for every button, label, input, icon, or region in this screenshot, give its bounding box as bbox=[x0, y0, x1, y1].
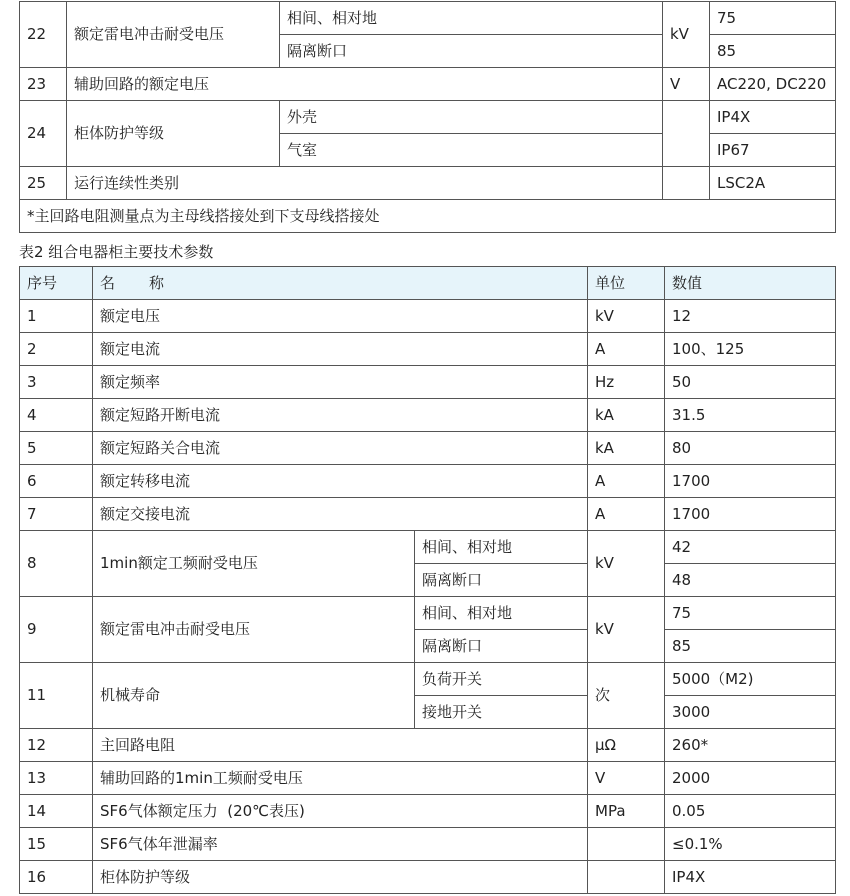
header-unit: 单位 bbox=[588, 267, 665, 300]
unit-cell: A bbox=[588, 333, 665, 366]
unit-cell: V bbox=[663, 68, 710, 101]
row-number: 16 bbox=[20, 861, 93, 894]
param-name: 额定频率 bbox=[93, 366, 588, 399]
unit-cell: kA bbox=[588, 432, 665, 465]
unit-cell: 次 bbox=[588, 663, 665, 729]
param-name: 1min额定工频耐受电压 bbox=[93, 531, 415, 597]
value-cell: 100、125 bbox=[665, 333, 836, 366]
row-number: 22 bbox=[20, 2, 67, 68]
row-number: 24 bbox=[20, 101, 67, 167]
param-name: 柜体防护等级 bbox=[93, 861, 588, 894]
value-cell: 3000 bbox=[665, 696, 836, 729]
unit-cell: A bbox=[588, 498, 665, 531]
unit-cell: A bbox=[588, 465, 665, 498]
table-row bbox=[20, 432, 836, 465]
value-cell: 31.5 bbox=[665, 399, 836, 432]
technical-params-table bbox=[19, 266, 836, 894]
value-cell: 75 bbox=[665, 597, 836, 630]
param-name: 主回路电阻 bbox=[93, 729, 588, 762]
unit-cell: kV bbox=[588, 531, 665, 597]
param-name: 额定转移电流 bbox=[93, 465, 588, 498]
value-cell: 85 bbox=[665, 630, 836, 663]
unit-cell: μΩ bbox=[588, 729, 665, 762]
unit-cell: Hz bbox=[588, 366, 665, 399]
sub-param: 负荷开关 bbox=[415, 663, 588, 696]
table-row bbox=[20, 498, 836, 531]
table-header-row bbox=[20, 267, 836, 300]
header-name bbox=[93, 267, 588, 300]
sub-param: 相间、相对地 bbox=[280, 2, 663, 35]
value-cell: 5000（M2) bbox=[665, 663, 836, 696]
unit-cell: MPa bbox=[588, 795, 665, 828]
value-cell: 42 bbox=[665, 531, 836, 564]
row-number: 14 bbox=[20, 795, 93, 828]
row-number: 13 bbox=[20, 762, 93, 795]
param-name: 辅助回路的额定电压 bbox=[67, 68, 663, 101]
row-number: 15 bbox=[20, 828, 93, 861]
table-row bbox=[20, 333, 836, 366]
value-cell: ≤0.1% bbox=[665, 828, 836, 861]
param-name: 额定短路关合电流 bbox=[93, 432, 588, 465]
header-name-b: 称 bbox=[149, 273, 165, 292]
value-cell: 80 bbox=[665, 432, 836, 465]
row-number: 5 bbox=[20, 432, 93, 465]
sub-param: 相间、相对地 bbox=[415, 597, 588, 630]
param-name: 额定雷电冲击耐受电压 bbox=[93, 597, 415, 663]
row-number: 8 bbox=[20, 531, 93, 597]
table-row bbox=[20, 2, 836, 35]
value-cell: 48 bbox=[665, 564, 836, 597]
row-number: 1 bbox=[20, 300, 93, 333]
unit-cell bbox=[588, 828, 665, 861]
value-cell: 2000 bbox=[665, 762, 836, 795]
param-name: SF6气体年泄漏率 bbox=[93, 828, 588, 861]
table-row bbox=[20, 663, 836, 696]
unit-cell: kV bbox=[588, 597, 665, 663]
row-number: 7 bbox=[20, 498, 93, 531]
value-cell: 260* bbox=[665, 729, 836, 762]
param-name: 额定短路开断电流 bbox=[93, 399, 588, 432]
unit-cell: kV bbox=[663, 2, 710, 68]
unit-cell: kV bbox=[588, 300, 665, 333]
table-row bbox=[20, 597, 836, 630]
table-continued bbox=[19, 1, 836, 233]
param-name: 额定交接电流 bbox=[93, 498, 588, 531]
table-row bbox=[20, 465, 836, 498]
row-number: 9 bbox=[20, 597, 93, 663]
unit-cell: V bbox=[588, 762, 665, 795]
header-value: 数值 bbox=[665, 267, 836, 300]
row-number: 3 bbox=[20, 366, 93, 399]
param-name: 柜体防护等级 bbox=[67, 101, 280, 167]
table-row bbox=[20, 762, 836, 795]
value-cell: 1700 bbox=[665, 498, 836, 531]
row-number: 25 bbox=[20, 167, 67, 200]
table-row bbox=[20, 366, 836, 399]
table-row bbox=[20, 167, 836, 200]
row-number: 23 bbox=[20, 68, 67, 101]
param-name: SF6气体额定压力 (20℃表压) bbox=[93, 795, 588, 828]
value-cell: 50 bbox=[665, 366, 836, 399]
row-number: 11 bbox=[20, 663, 93, 729]
value-cell: IP4X bbox=[665, 861, 836, 894]
table-row bbox=[20, 729, 836, 762]
sub-param: 相间、相对地 bbox=[415, 531, 588, 564]
row-number: 6 bbox=[20, 465, 93, 498]
table-row bbox=[20, 399, 836, 432]
sub-param: 气室 bbox=[280, 134, 663, 167]
table-row bbox=[20, 68, 836, 101]
unit-cell bbox=[588, 861, 665, 894]
unit-cell: kA bbox=[588, 399, 665, 432]
table-row bbox=[20, 861, 836, 894]
row-number: 4 bbox=[20, 399, 93, 432]
param-name: 额定雷电冲击耐受电压 bbox=[67, 2, 280, 68]
param-name: 机械寿命 bbox=[93, 663, 415, 729]
value-cell: LSC2A bbox=[710, 167, 836, 200]
table-caption: 表2 组合电器柜主要技术参数 bbox=[19, 243, 214, 261]
table-row bbox=[20, 828, 836, 861]
table-row bbox=[20, 101, 836, 134]
value-cell: IP4X bbox=[710, 101, 836, 134]
header-no: 序号 bbox=[20, 267, 93, 300]
value-cell: IP67 bbox=[710, 134, 836, 167]
row-number: 2 bbox=[20, 333, 93, 366]
value-cell: 85 bbox=[710, 35, 836, 68]
table-row bbox=[20, 200, 836, 233]
sub-param: 隔离断口 bbox=[280, 35, 663, 68]
value-cell: 12 bbox=[665, 300, 836, 333]
table-row bbox=[20, 795, 836, 828]
sub-param: 外壳 bbox=[280, 101, 663, 134]
row-number: 12 bbox=[20, 729, 93, 762]
unit-cell bbox=[663, 167, 710, 200]
value-cell: 0.05 bbox=[665, 795, 836, 828]
param-name: 辅助回路的1min工频耐受电压 bbox=[93, 762, 588, 795]
value-cell: AC220, DC220 bbox=[710, 68, 836, 101]
unit-cell bbox=[663, 101, 710, 167]
table-row bbox=[20, 531, 836, 564]
sub-param: 隔离断口 bbox=[415, 630, 588, 663]
sub-param: 隔离断口 bbox=[415, 564, 588, 597]
param-name: 运行连续性类别 bbox=[67, 167, 663, 200]
param-name: 额定电流 bbox=[93, 333, 588, 366]
param-name: 额定电压 bbox=[93, 300, 588, 333]
sub-param: 接地开关 bbox=[415, 696, 588, 729]
header-name-a: 名 bbox=[100, 273, 116, 292]
footnote: *主回路电阻测量点为主母线搭接处到下支母线搭接处 bbox=[20, 200, 836, 233]
table-row bbox=[20, 300, 836, 333]
value-cell: 75 bbox=[710, 2, 836, 35]
value-cell: 1700 bbox=[665, 465, 836, 498]
